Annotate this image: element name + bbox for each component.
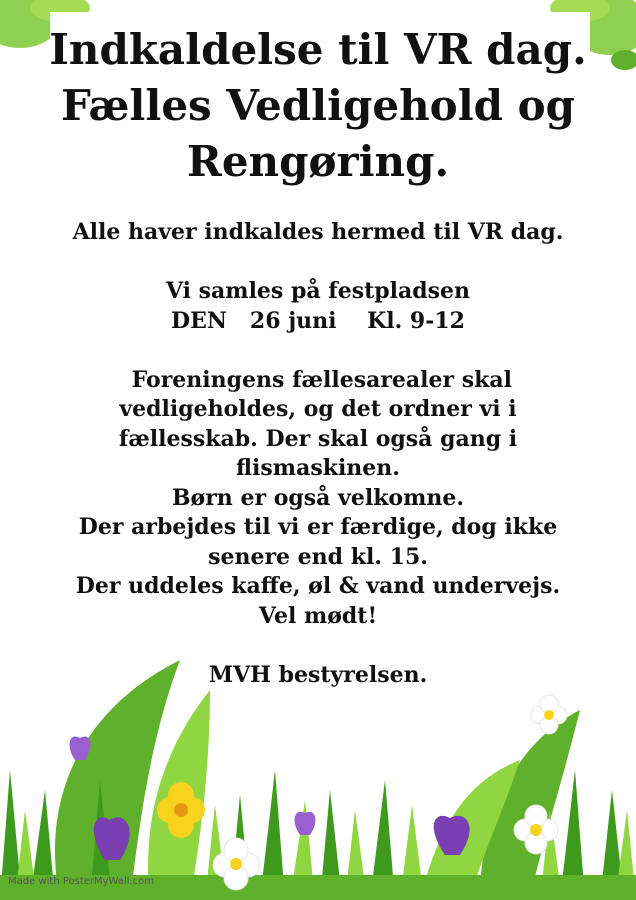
body-line: flismaskinen. <box>236 455 400 481</box>
body-line: MVH bestyrelsen. <box>208 661 428 688</box>
body-line: Vi samles på festpladsen <box>165 278 471 304</box>
body-line: Foreningens fællesarealer skal <box>123 366 513 393</box>
body-line: fællesskab. Der skal også gang i <box>118 425 518 452</box>
body-line: Alle haver indkaldes hermed til VR dag. <box>72 219 564 245</box>
title-line: Rengøring. <box>186 137 450 186</box>
title-line: Indkaldelse til VR dag. <box>49 25 587 74</box>
body-line: Der uddeles kaffe, øl & vand undervejs. <box>75 573 561 599</box>
body-line <box>30 336 606 366</box>
page-title <box>40 22 596 190</box>
body-line <box>30 248 606 278</box>
grass-flowers-decoration <box>0 620 636 900</box>
body-line: Vel mødt! <box>258 602 378 629</box>
body-line: vedligeholdes, og det ordner vi i <box>119 396 517 422</box>
body-line: DEN 26 juni Kl. 9-12 <box>170 307 465 334</box>
body-line: senere end kl. 15. <box>208 543 428 570</box>
body-line: Der arbejdes til vi er færdige, dog ikke <box>78 514 558 540</box>
credit-watermark: Made with PosterMyWall.com <box>8 876 155 887</box>
title-line: Fælles Vedligehold og <box>60 81 576 130</box>
body-line: Børn er også velkomne. <box>171 484 465 511</box>
